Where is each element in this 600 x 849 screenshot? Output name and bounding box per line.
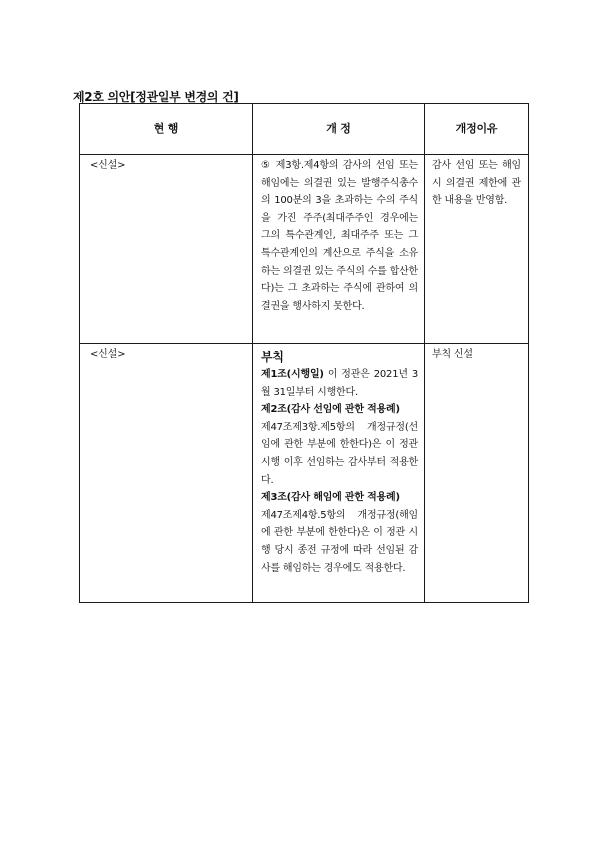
reason-cell — [425, 155, 529, 344]
revised-cell — [253, 344, 425, 603]
current-text: <신설> — [90, 160, 126, 171]
revised-cell — [253, 155, 425, 344]
table-header-row — [80, 104, 529, 155]
article-body: 제47조제4항.5항의 개정규정(해임에 관한 부분에 한한다)은 이 정관 시행 당시 종전 규정에 따라 선임된 감사를 해임하는 경우에도 적용한다. — [261, 509, 418, 574]
current-cell — [80, 344, 253, 603]
reason-text: 부칙 신설 — [432, 349, 473, 360]
article-body: 이 정관은 2021년 3월 31일부터 시행한다. — [261, 369, 418, 398]
table-row — [80, 344, 529, 603]
header-revised: 개 정 — [253, 104, 425, 155]
reason-cell — [425, 344, 529, 603]
addenda-heading: 부칙 — [261, 350, 284, 364]
article-heading: 제1조(시행일) — [261, 369, 324, 380]
article-body: 제47조제3항.제5항의 개정규정(선임에 관한 부분에 한한다)은 이 정관 시행 이후 선임하는 감사부터 적용한다. — [261, 421, 418, 486]
addenda-article-2 — [261, 401, 418, 489]
reason-text: 감사 선임 또는 해임 시 의결권 제한에 관한 내용을 반영함. — [432, 160, 521, 207]
addenda-article-1 — [261, 366, 418, 401]
header-current: 현 행 — [80, 104, 253, 155]
amendment-table — [79, 103, 529, 603]
addenda-article-3 — [261, 489, 418, 577]
header-reason: 개정이유 — [425, 104, 529, 155]
current-text: <신설> — [90, 349, 126, 360]
revised-text: ⑤ 제3항.제4항의 감사의 선임 또는 해임에는 의결권 있는 발행주식총수의 100분의 3을 초과하는 수의 주식을 가진 주주(최대주주인 경우에는 그의 특수관계인, 최대주주 또는 그 특수관계인의 계산으로 주식을 소유하는 의결권 있는 주식의 수를 합산한다)는 그 초과하는 주식에 관하여 의결권을 행사하지 못한다. — [261, 160, 418, 312]
table-row — [80, 155, 529, 344]
article-heading: 제2조(감사 선임에 관한 적용례) — [261, 404, 400, 416]
article-heading: 제3조(감사 해임에 관한 적용례) — [261, 492, 400, 504]
document-title: 제2호 의안[정관일부 변경의 건] — [73, 90, 239, 104]
current-cell — [80, 155, 253, 344]
